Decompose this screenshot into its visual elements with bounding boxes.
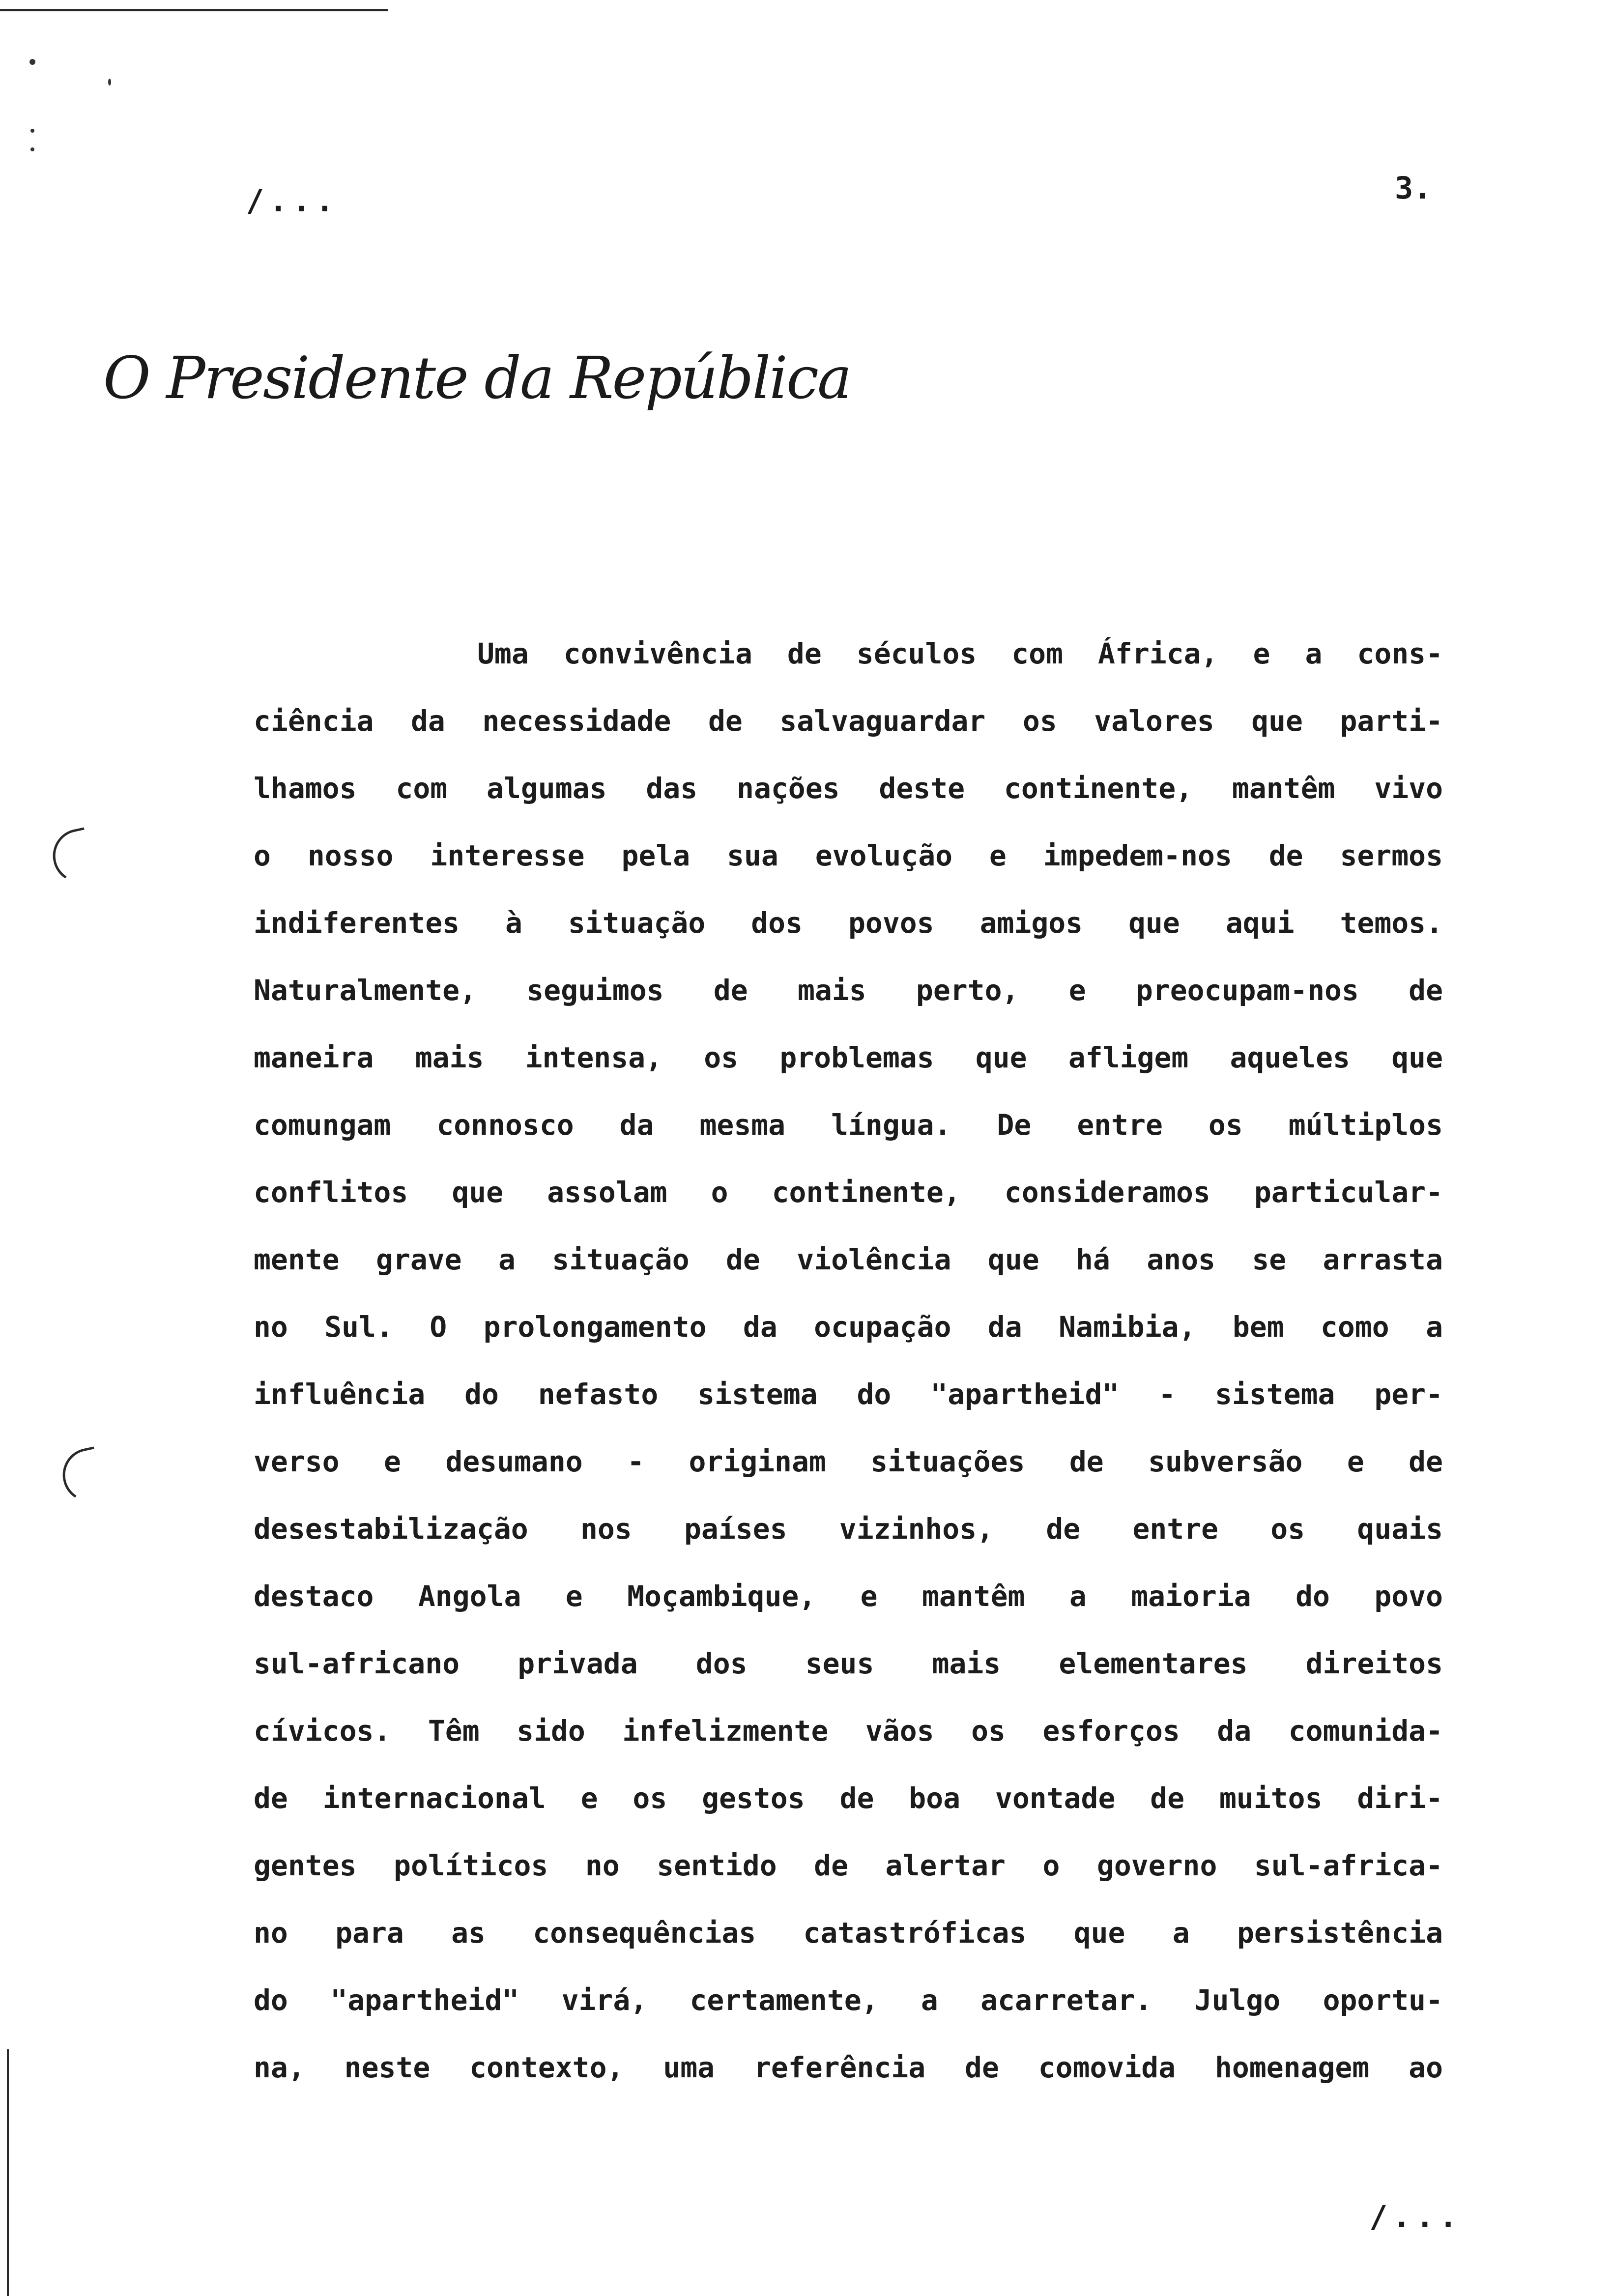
text-line: maneira mais intensa, os problemas que afligem aqueles que — [254, 1041, 1443, 1074]
scan-speck — [30, 129, 34, 133]
text-line: de internacional e os gestos de boa vontade de muitos diri- — [254, 1781, 1443, 1815]
text-line: destaco Angola e Moçambique, e mantêm a maioria do povo — [254, 1579, 1443, 1613]
left-edge-rule — [7, 2049, 9, 2296]
text-line: verso e desumano - originam situações de subversão e de — [254, 1445, 1443, 1478]
continuation-mark-bottom: /... — [1369, 2199, 1463, 2235]
text-line: lhamos com algumas das nações deste continente, mantêm vivo — [254, 772, 1443, 805]
text-line: no para as consequências catastróficas que a persistência — [254, 1916, 1443, 1950]
scan-speck — [29, 59, 35, 65]
text-line: gentes políticos no sentido de alertar o governo sul-africa- — [254, 1849, 1443, 1882]
scan-speck — [108, 79, 111, 86]
text-line: no Sul. O prolongamento da ocupação da Namibia, bem como a — [254, 1310, 1443, 1344]
body-paragraph — [254, 620, 1443, 2101]
text-line: mente grave a situação de violência que há anos se arrasta — [254, 1243, 1443, 1276]
text-line: cívicos. Têm sido infelizmente vãos os esforços da comunida- — [254, 1714, 1443, 1748]
text-line: comungam connosco da mesma língua. De entre os múltiplos — [254, 1108, 1443, 1142]
page-number: 3. — [1395, 170, 1432, 206]
text-line: Naturalmente, seguimos de mais perto, e preocupam-nos de — [254, 974, 1443, 1007]
text-line: do "apartheid" virá, certamente, a acarretar. Julgo oportu- — [254, 1983, 1443, 2017]
scan-speck — [30, 147, 34, 151]
text-line: Uma convivência de séculos com África, e a cons- — [477, 637, 1443, 670]
text-line: o nosso interesse pela sua evolução e impedem-nos de sermos — [254, 839, 1443, 872]
text-line: indiferentes à situação dos povos amigos que aqui temos. — [254, 906, 1443, 940]
letterhead: O Presidente da República — [103, 344, 851, 412]
continuation-mark-top: /... — [246, 183, 339, 219]
text-line: desestabilização nos países vizinhos, de entre os quais — [254, 1512, 1443, 1546]
text-line: ciência da necessidade de salvaguardar os valores que parti- — [254, 704, 1443, 738]
text-line: na, neste contexto, uma referência de comovida homenagem ao — [254, 2051, 1443, 2084]
text-line: sul-africano privada dos seus mais elementares direitos — [254, 1647, 1443, 1680]
text-line: conflitos que assolam o continente, consideramos particular- — [254, 1176, 1443, 1209]
text-line: influência do nefasto sistema do "apartheid" - sistema per- — [254, 1378, 1443, 1411]
binder-hole-mark — [48, 827, 95, 888]
top-edge-rule — [0, 9, 388, 11]
binder-hole-mark — [58, 1446, 105, 1507]
